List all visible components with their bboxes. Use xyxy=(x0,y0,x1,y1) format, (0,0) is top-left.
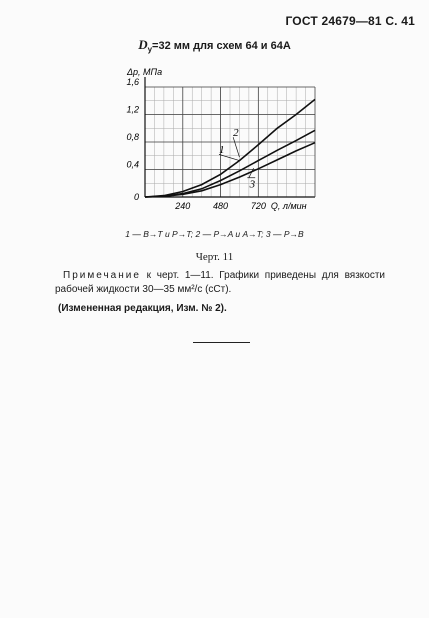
d-symbol: D xyxy=(138,37,148,52)
note-paragraph xyxy=(55,269,385,297)
figure-title-text: =32 мм для схем 64 и 64А xyxy=(152,40,291,52)
y-tick-label: 0,4 xyxy=(126,159,139,170)
series-label-3: 3 xyxy=(249,178,256,191)
d-subscript: у xyxy=(147,45,153,55)
note-text: к черт. 1—11. Графики приведены для вязкости рабочей жидкости 30—35 мм²/с (сСт). xyxy=(55,270,385,295)
y-tick-label: 0,8 xyxy=(126,132,139,142)
series-label-2: 2 xyxy=(233,126,239,139)
end-rule xyxy=(193,342,250,343)
y-axis-title: Δp, МПа xyxy=(127,67,163,77)
y-tick-label: 1,6 xyxy=(126,77,139,87)
x-tick-label: 720 xyxy=(250,201,266,211)
edition-note: (Измененная редакция, Изм. № 2). xyxy=(58,303,227,314)
x-axis-title: Q, л/мин xyxy=(270,201,307,211)
note-label: Примечание xyxy=(63,270,141,281)
series-legend: 1 — B→T и P→T; 2 — P→A и A→T; 3 — P→B xyxy=(125,229,304,239)
x-tick-label: 480 xyxy=(213,201,229,211)
series-leader-line-2 xyxy=(233,137,239,157)
figure-caption: Черт. 11 xyxy=(195,251,234,263)
y-tick-label: 1,2 xyxy=(126,104,139,115)
y-tick-label: 0 xyxy=(133,192,139,202)
x-tick-label: 240 xyxy=(175,201,191,211)
pressure-flow-chart xyxy=(0,0,429,230)
series-label-1: 1 xyxy=(218,144,225,156)
page-header: ГОСТ 24679—81 С. 41 xyxy=(285,14,415,28)
